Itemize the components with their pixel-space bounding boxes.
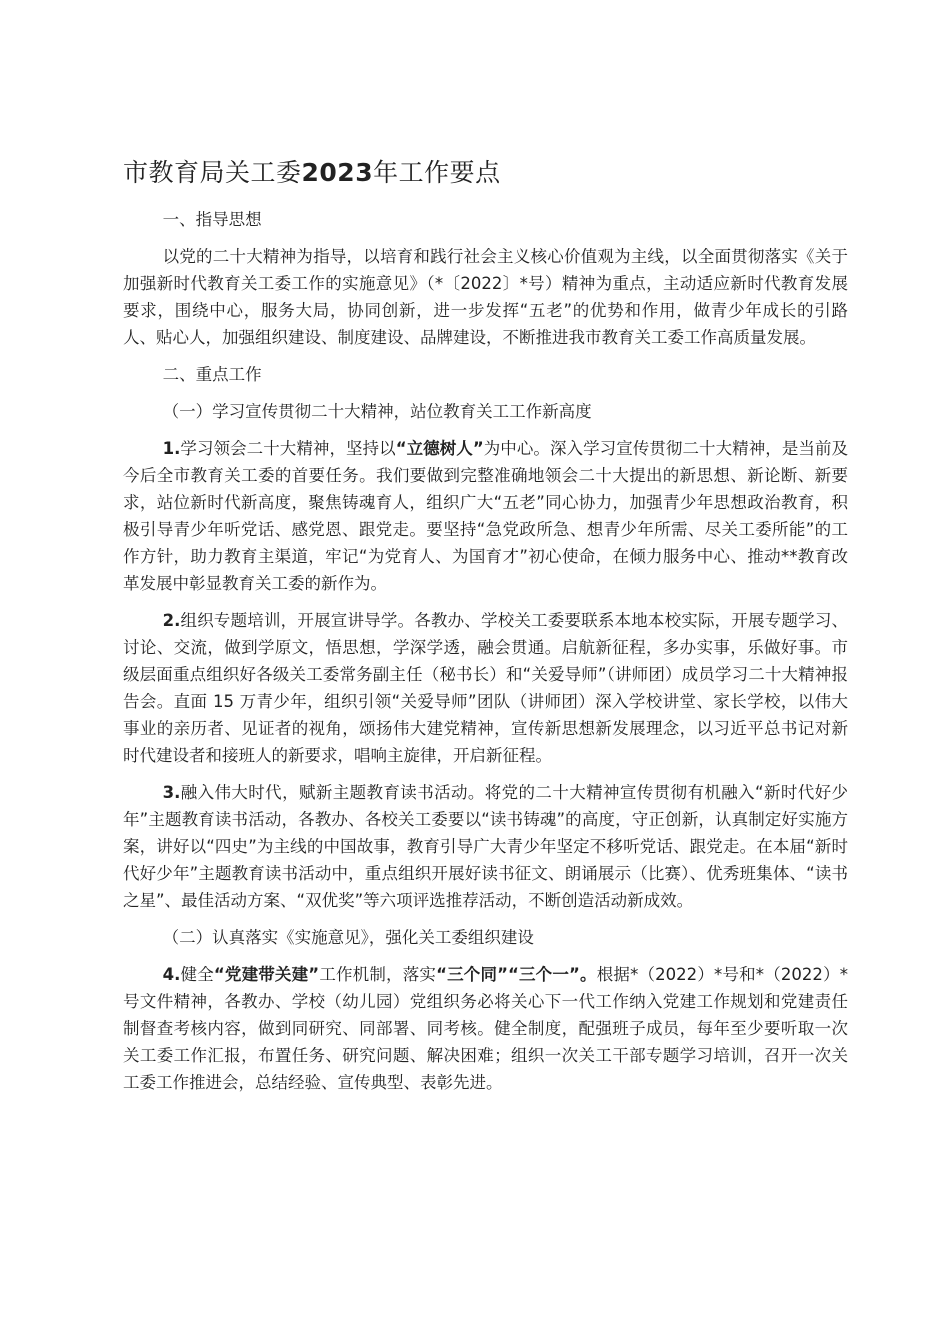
subsection-heading-2: （二）认真落实《实施意见》，强化关工委组织建设 — [162, 928, 534, 947]
section-heading-guiding-thought: 一、指导思想 — [162, 210, 262, 229]
work-item-1 — [123, 435, 848, 597]
item-number: 2. — [162, 611, 181, 630]
item-number: 1. — [162, 439, 181, 458]
document-title — [123, 155, 843, 191]
work-item-4 — [123, 961, 848, 1096]
title-suffix: 年工作要点 — [373, 158, 501, 187]
item-lead-emphasis: “党建带关建” — [213, 965, 320, 984]
item-lead: 健全 — [180, 965, 214, 984]
title-prefix: 市教育局关工委 — [123, 158, 302, 187]
item-text: 各教办、学校关工委要联系本地本校实际，开展专题学习、讨论、交流，做到学原文，悟思想，学深学透，融会贯通。启航新征程，多办实事，乐做好事。市级层面重点组织好各级关工委常务副主任（秘书长）和“关爱导师”（讲师团）成员学习二十大精神报告会。直面 15 万青少年，组织引领“关爱导师”团队（讲师团）深入学校讲堂、家长学校，以伟大事业的亲历者、见证者的视角，颂扬伟大建党精神，宣传新思想新发展理念，以习近平总书记对新时代建设者和接班人的新要求，唱响主旋律，开启新征程。 — [123, 611, 849, 765]
item-text: 深入学习宣传贯彻二十大精神，是当前及今后全市教育关工委的首要任务。我们要做到完整准确地领会二十大提出的新思想、新论断、新要求，站位新时代新高度，聚焦铸魂育人，组织广大“五老”同心协力，加强青少年思想政治教育，积极引导青少年听党话、感党恩、跟党走。要坚持“急党政所急、想青少年所需、尽关工委所能”的工作方针，助力教育主渠道，牢记“为党育人、为国育才”初心使命，在倾力服务中心、推动**教育改革发展中彰显教育关工委的新作为。 — [123, 439, 849, 593]
title-year: 2023 — [301, 158, 374, 187]
item-number: 3. — [162, 783, 181, 802]
item-lead-emphasis-2: “三个同”“三个一”。 — [436, 965, 597, 984]
item-lead: 融入伟大时代，赋新主题教育读书活动。 — [180, 783, 485, 802]
document-body — [123, 206, 848, 1106]
subsection-heading-1: （一）学习宣传贯彻二十大精神，站位教育关工工作新高度 — [162, 402, 592, 421]
item-text: 将党的二十大精神宣传贯彻有机融入“新时代好少年”主题教育读书活动，各教办、各校关工委要以“读书铸魂”的高度，守正创新，认真制定好实施方案，讲好以“四史”为主线的中国故事，教育引导广大青少年坚定不移听党话、跟党走。在本届“新时代好少年”主题教育读书活动中，重点组织开展好读书征文、朗诵展示（比赛）、优秀班集体、“读书之星”、最佳活动方案、“双优奖”等六项评选推荐活动，不断创造活动新成效。 — [123, 783, 849, 910]
item-lead-mid: 工作机制，落实 — [319, 965, 437, 984]
item-number: 4. — [162, 965, 181, 984]
item-text: 根据*（2022）*号和*（2022）*号文件精神，各教办、学校（幼儿园）党组织务必将关心下一代工作纳入党建工作规划和党建责任制督查考核内容，做到同研究、同部署、同考核。健全制度，配强班子成员，每年至少要听取一次关工委工作汇报，布置任务、研究问题、解决困难；组织一次关工干部专题学习培训，召开一次关工委工作推进会，总结经验、宣传典型、表彰先进。 — [123, 965, 849, 1092]
item-lead: 学习领会二十大精神，坚持以 — [180, 439, 396, 458]
work-item-2 — [123, 607, 848, 769]
guiding-thought-paragraph: 以党的二十大精神为指导，以培育和践行社会主义核心价值观为主线，以全面贯彻落实《关于加强新时代教育关工委工作的实施意见》（*〔2022〕*号）精神为重点，主动适应新时代教育发展要求，围绕中心，服务大局，协同创新，进一步发挥“五老”的优势和作用，做青少年成长的引路人、贴心人，加强组织建设、制度建设、品牌建设，不断推进我市教育关工委工作高质量发展。 — [123, 247, 848, 347]
section-heading-key-work: 二、重点工作 — [162, 365, 262, 384]
item-lead-emphasis: “立德树人” — [395, 439, 484, 458]
item-lead: 组织专题培训，开展宣讲导学。 — [180, 611, 415, 630]
work-item-3 — [123, 779, 848, 914]
item-lead-end: 为中心。 — [483, 439, 550, 458]
